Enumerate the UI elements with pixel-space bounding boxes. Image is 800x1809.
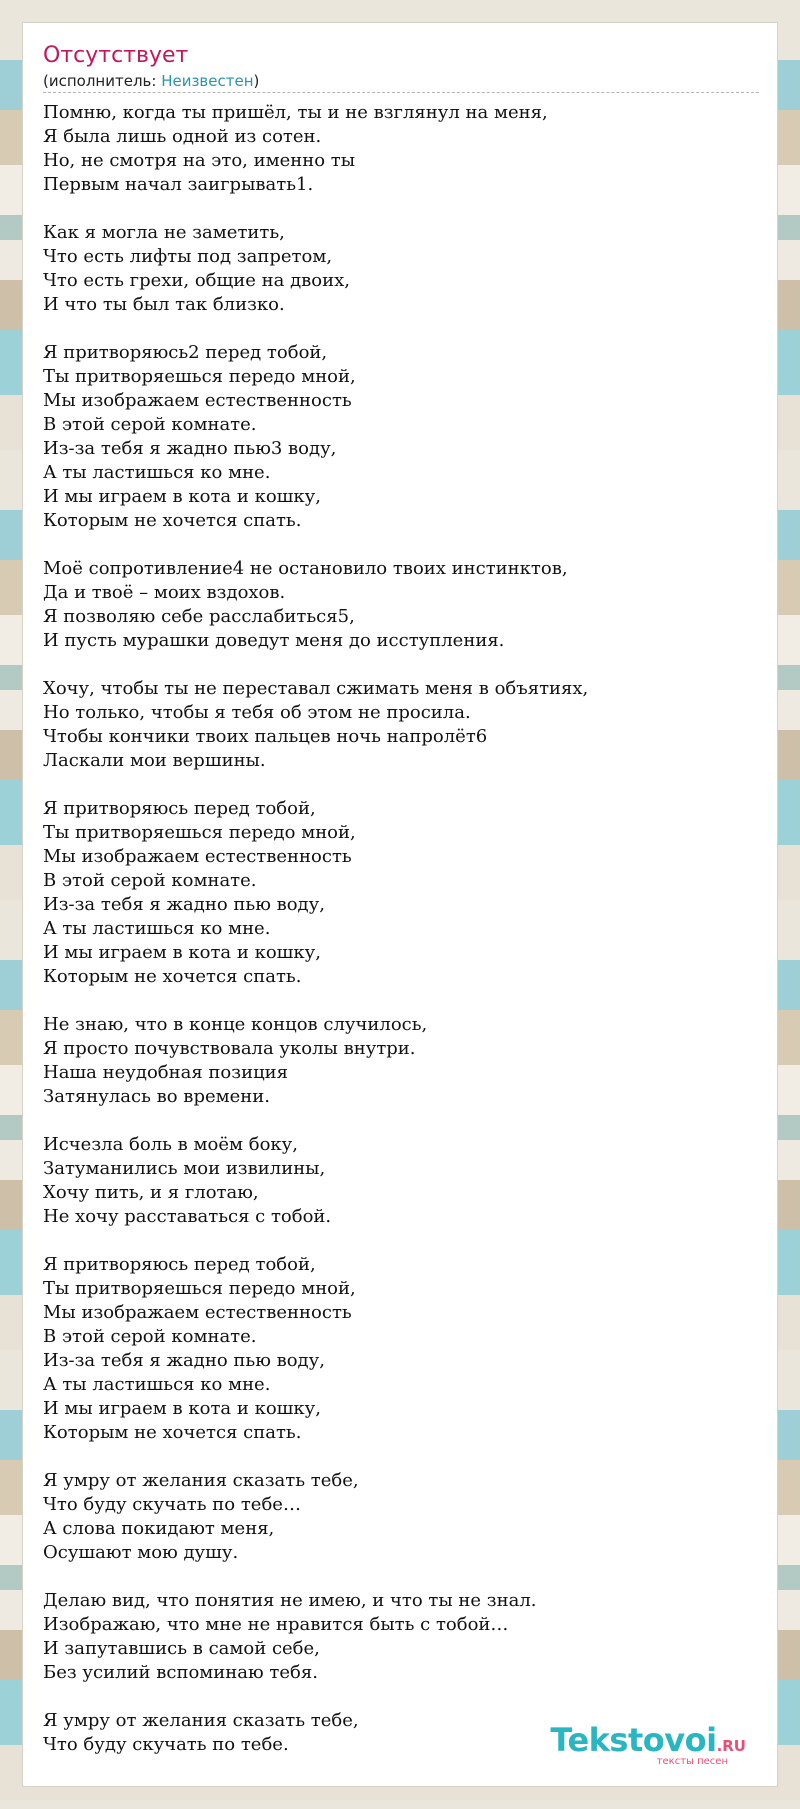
lyrics-line: Из-за тебя я жадно пью воду, (43, 894, 325, 915)
lyrics-line: Наша неудобная позиция (43, 1062, 288, 1083)
logo-wordmark: Tekstovoi (550, 1721, 717, 1759)
lyrics-line: Хочу пить, и я глотаю, (43, 1182, 259, 1203)
lyrics-line: Я притворяюсь перед тобой, (43, 798, 316, 819)
artist-link[interactable]: Неизвестен (161, 72, 254, 90)
lyrics-line: И что ты был так близко. (43, 294, 285, 315)
lyrics-line: Что есть грехи, общие на двоих, (43, 270, 350, 291)
lyrics-line: Изображаю, что мне не нравится быть с тобой… (43, 1614, 509, 1635)
lyrics-line: Которым не хочется спать. (43, 510, 302, 531)
lyrics-line: Мы изображаем естественность (43, 390, 352, 411)
lyrics-stanza (43, 677, 759, 773)
lyrics-line: Которым не хочется спать. (43, 1422, 302, 1443)
lyrics-stanza (43, 101, 759, 197)
lyrics-line: Я притворяюсь перед тобой, (43, 1254, 316, 1275)
lyrics-line: В этой серой комнате. (43, 1326, 257, 1347)
lyrics-line: Я была лишь одной из сотен. (43, 126, 322, 147)
lyrics-line: Что есть лифты под запретом, (43, 246, 333, 267)
artist-line (43, 72, 259, 90)
artist-prefix: (исполнитель: (43, 72, 162, 90)
lyrics-line: Ты притворяешься передо мной, (43, 1278, 356, 1299)
lyrics-line: Делаю вид, что понятия не имею, и что ты не знал. (43, 1590, 537, 1611)
lyrics-line: Но, не смотря на это, именно ты (43, 150, 356, 171)
lyrics-line: Затянулась во времени. (43, 1086, 270, 1107)
lyrics-line: И мы играем в кота и кошку, (43, 486, 321, 507)
lyrics-line: Я умру от желания сказать тебе, (43, 1710, 359, 1731)
lyrics-line: А ты ластишься ко мне. (43, 918, 271, 939)
content-panel (22, 22, 778, 1787)
lyrics-line: Как я могла не заметить, (43, 222, 285, 243)
lyrics-line: Да и твоё – моих вздохов. (43, 582, 286, 603)
logo-domain: .RU (716, 1737, 746, 1755)
lyrics-stanza (43, 221, 759, 317)
lyrics-line: Ты притворяешься передо мной, (43, 822, 356, 843)
lyrics-line: Не хочу расставаться с тобой. (43, 1206, 332, 1227)
lyrics-line: Чтобы кончики твоих пальцев ночь напролёт6 (43, 726, 488, 747)
lyrics-line: Из-за тебя я жадно пью воду, (43, 1350, 325, 1371)
lyrics-stanza (43, 557, 759, 653)
lyrics-line: Без усилий вспоминаю тебя. (43, 1662, 318, 1683)
lyrics-stanza (43, 1469, 759, 1565)
lyrics-line: И мы играем в кота и кошку, (43, 1398, 321, 1419)
lyrics-line: Хочу, чтобы ты не переставал сжимать меня в объятиях, (43, 678, 589, 699)
lyrics-line: А ты ластишься ко мне. (43, 1374, 271, 1395)
lyrics-stanza (43, 341, 759, 533)
lyrics-line: Осушают мою душу. (43, 1542, 239, 1563)
title-divider (43, 92, 759, 93)
lyrics-line: Моё сопротивление4 не остановило твоих инстинктов, (43, 558, 568, 579)
site-logo[interactable] (550, 1721, 746, 1767)
lyrics-line: И запутавшись в самой себе, (43, 1638, 320, 1659)
lyrics-line: Которым не хочется спать. (43, 966, 302, 987)
lyrics-text (43, 101, 759, 1781)
lyrics-line: Исчезла боль в моём боку, (43, 1134, 298, 1155)
lyrics-line: Я позволяю себе расслабиться5, (43, 606, 355, 627)
logo-tagline: тексты песен (656, 1756, 728, 1767)
lyrics-stanza (43, 1253, 759, 1445)
lyrics-line: Мы изображаем естественность (43, 1302, 352, 1323)
lyrics-line: В этой серой комнате. (43, 414, 257, 435)
lyrics-line: Не знаю, что в конце концов случилось, (43, 1014, 428, 1035)
artist-suffix: ) (253, 72, 260, 90)
lyrics-line: И пусть мурашки доведут меня до исступления. (43, 630, 505, 651)
lyrics-line: Первым начал заигрывать1. (43, 174, 314, 195)
lyrics-line: В этой серой комнате. (43, 870, 257, 891)
lyrics-line: Я просто почувствовала уколы внутри. (43, 1038, 416, 1059)
lyrics-line: Я притворяюсь2 перед тобой, (43, 342, 328, 363)
lyrics-line: А ты ластишься ко мне. (43, 462, 271, 483)
lyrics-line: Мы изображаем естественность (43, 846, 352, 867)
lyrics-stanza (43, 1133, 759, 1229)
lyrics-line: Я умру от желания сказать тебе, (43, 1470, 359, 1491)
lyrics-stanza (43, 1589, 759, 1685)
lyrics-line: Затуманились мои извилины, (43, 1158, 326, 1179)
song-title: Отсутствует (43, 43, 189, 68)
lyrics-line: И мы играем в кота и кошку, (43, 942, 321, 963)
lyrics-line: Что буду скучать по тебе… (43, 1494, 301, 1515)
lyrics-stanza (43, 797, 759, 989)
lyrics-line: А слова покидают меня, (43, 1518, 275, 1539)
lyrics-line: Что буду скучать по тебе. (43, 1734, 289, 1755)
lyrics-line: Ласкали мои вершины. (43, 750, 266, 771)
lyrics-line: Из-за тебя я жадно пью3 воду, (43, 438, 337, 459)
lyrics-line: Ты притворяешься передо мной, (43, 366, 356, 387)
lyrics-stanza (43, 1013, 759, 1109)
lyrics-line: Но только, чтобы я тебя об этом не просила. (43, 702, 471, 723)
lyrics-line: Помню, когда ты пришёл, ты и не взглянул на меня, (43, 102, 548, 123)
